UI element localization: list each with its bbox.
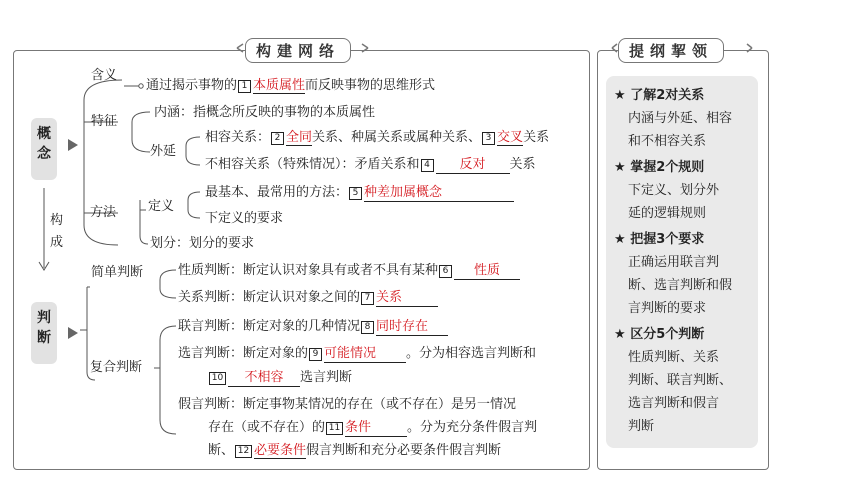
answer-9: 可能情况 — [324, 346, 406, 363]
meaning-label: 含义 — [91, 68, 118, 83]
incompatible-relation: 不相容关系（特殊情况）：矛盾关系和 4 反对 关系 — [205, 157, 536, 172]
answer-6: 性质 — [454, 263, 520, 280]
right-panel-title: 提纲挈领 — [618, 38, 724, 63]
answer-8: 同时存在 — [376, 319, 448, 336]
simple-judgment-label: 简单判断 — [91, 265, 144, 280]
disjunctive-judgment: 选言判断：断定对象的 9 可能情况 。分为相容选言判断和 — [178, 346, 537, 361]
definition-label: 定义 — [148, 199, 175, 214]
property-judgment: 性质判断：断定认识对象具有或者不具有某种 6 性质 — [178, 263, 520, 280]
summary-item-4: ★ 区分5个判断 性质判断、关系 判断、联言判断、 选言判断和假言 判断 — [614, 327, 733, 434]
summary-item-1: ★ 了解2对关系 内涵与外延、相容 和不相容关系 — [614, 88, 733, 149]
answer-7: 关系 — [376, 290, 438, 307]
division-text: 划分：划分的要求 — [150, 236, 255, 251]
summary-item-3: ★ 把握3个要求 正确运用联言判 断、选言判断和假 言判断的要求 — [614, 232, 733, 316]
compose-label: 构成 — [50, 213, 64, 250]
answer-1: 本质属性 — [253, 78, 306, 93]
star-icon: ★ — [614, 232, 626, 247]
summary-item-2: ★ 掌握2个规则 下定义、划分外 延的逻辑规则 — [614, 160, 720, 221]
hypothetical-judgment-line3: 断、 12 必要条件假言判断和充分必要条件假言判断 — [208, 443, 502, 458]
answer-5: 种差加属概念 — [364, 185, 514, 202]
answer-11: 条件 — [345, 420, 407, 437]
concept-label: 概念 — [31, 118, 57, 180]
compatible-relation: 相容关系： 2 全同关系、种属关系或属种关系、 3 交叉关系 — [205, 130, 550, 145]
method-label: 方法 — [90, 205, 117, 220]
intension-text: 内涵：指概念所反映的事物的本质属性 — [154, 105, 376, 120]
answer-4: 反对 — [436, 157, 510, 174]
extension-label: 外延 — [150, 144, 177, 159]
definition-requirement: 下定义的要求 — [205, 211, 284, 226]
left-panel-title: 构建网络 — [245, 38, 351, 63]
answer-2: 全同 — [286, 130, 313, 145]
conjunctive-judgment: 联言判断：断定对象的几种情况 8 同时存在 — [178, 319, 448, 336]
judgment-label: 判断 — [31, 302, 57, 364]
answer-3: 交叉 — [497, 130, 524, 145]
answer-12: 必要条件 — [254, 443, 307, 458]
disjunctive-judgment-line2: 10 不相容 选言判断 — [208, 370, 352, 387]
answer-10: 不相容 — [228, 370, 300, 387]
definition-common-method: 最基本、最常用的方法： 5 种差加属概念 — [205, 185, 514, 202]
star-icon: ★ — [614, 327, 626, 342]
star-icon: ★ — [614, 88, 626, 103]
meaning-text: 通过揭示事物的 1 本质属性而反映事物的思维形式 — [146, 78, 436, 93]
feature-label: 特征 — [91, 114, 118, 129]
relation-judgment: 关系判断：断定认识对象之间的 7 关系 — [178, 290, 438, 307]
hypothetical-judgment-line1: 假言判断：断定事物某情况的存在（或不存在）是另一情况 — [178, 397, 517, 412]
compound-judgment-label: 复合判断 — [90, 360, 143, 375]
star-icon: ★ — [614, 160, 626, 175]
hypothetical-judgment-line2: 存在（或不存在）的 11 条件 。分为充分条件假言判 — [208, 420, 538, 435]
